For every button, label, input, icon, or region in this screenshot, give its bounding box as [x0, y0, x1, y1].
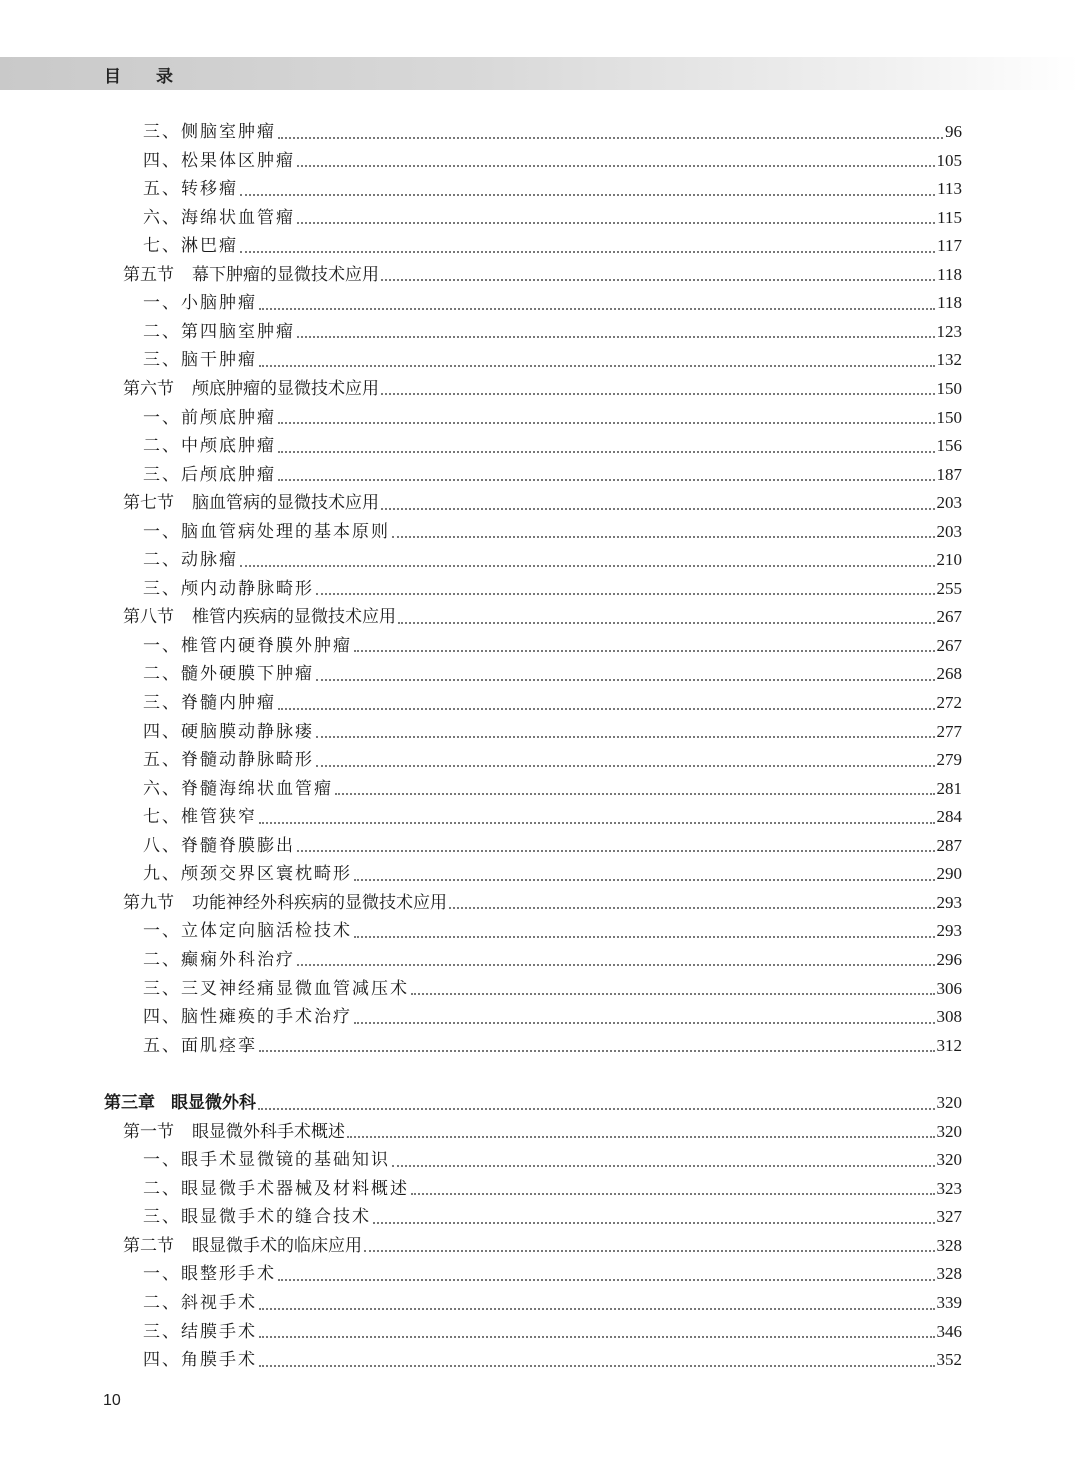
toc-section-label: 第二节 — [123, 1235, 174, 1256]
toc-item[interactable] — [143, 860, 962, 888]
toc-page-number: 327 — [936, 1207, 962, 1227]
toc-item-label: 二、癫痫外科治疗 — [143, 949, 295, 970]
toc-section-title: 眼显微手术的临床应用 — [192, 1235, 362, 1256]
toc-item[interactable] — [143, 518, 962, 546]
toc-page-number: 328 — [936, 1264, 962, 1284]
toc-item-label: 三、侧脑室肿瘤 — [143, 122, 276, 142]
toc-item-label: 二、动脉瘤 — [143, 550, 238, 571]
dot-leader — [278, 478, 935, 481]
toc-item[interactable] — [143, 404, 962, 432]
toc-page-number: 203 — [936, 521, 962, 541]
toc-item-label: 一、眼整形手术 — [143, 1264, 276, 1285]
toc-item[interactable] — [143, 318, 962, 346]
toc-page-number: 203 — [936, 493, 962, 513]
dot-leader — [278, 421, 935, 424]
toc-item[interactable] — [143, 803, 962, 831]
toc-page-number: 277 — [936, 721, 962, 741]
toc-page-number: 281 — [936, 778, 962, 798]
toc-item[interactable] — [143, 232, 962, 260]
dot-leader — [354, 1021, 935, 1024]
toc-item[interactable] — [143, 1032, 962, 1060]
toc-item[interactable] — [143, 147, 962, 175]
dot-leader — [411, 1192, 935, 1195]
toc-page-number: 320 — [936, 1150, 962, 1170]
toc-page-number: 267 — [936, 607, 962, 627]
toc-page-number: 115 — [937, 207, 962, 227]
toc-page-number: 272 — [936, 693, 962, 712]
toc-page-number: 293 — [936, 892, 962, 912]
dot-leader — [278, 1278, 935, 1281]
toc-item[interactable] — [143, 632, 962, 660]
toc-item-label: 三、眼显微手术的缝合技术 — [143, 1207, 371, 1228]
toc-item-label: 一、前颅底肿瘤 — [143, 407, 276, 428]
toc-page-number: 296 — [936, 949, 962, 969]
toc-section[interactable] — [123, 375, 962, 403]
dot-leader — [392, 1164, 935, 1167]
toc-item[interactable] — [143, 718, 962, 746]
toc-section-label: 第六节 — [123, 378, 174, 399]
dot-leader — [381, 507, 935, 510]
toc-item[interactable] — [143, 746, 962, 774]
toc-section[interactable] — [123, 1232, 962, 1260]
toc-item-label: 四、松果体区肿瘤 — [143, 150, 295, 171]
dot-leader — [297, 221, 935, 224]
toc-section[interactable] — [123, 603, 962, 631]
dot-leader — [392, 535, 935, 538]
toc-item-label: 二、髓外硬膜下肿瘤 — [143, 664, 314, 685]
toc-item-label: 五、转移瘤 — [143, 179, 238, 200]
toc-item[interactable] — [143, 832, 962, 860]
toc-item[interactable] — [143, 946, 962, 974]
toc-section-title: 幕下肿瘤的显微技术应用 — [192, 264, 379, 285]
toc-section-title: 功能神经外科疾病的显微技术应用 — [192, 892, 447, 913]
toc-item[interactable] — [143, 1260, 962, 1288]
toc-page-number: 346 — [936, 1321, 962, 1341]
toc-item-label: 九、颅颈交界区寰枕畸形 — [143, 864, 352, 885]
toc-item-label: 七、淋巴瘤 — [143, 236, 238, 257]
toc-item-label: 一、眼手术显微镜的基础知识 — [143, 1150, 390, 1171]
toc-section-title: 颅底肿瘤的显微技术应用 — [192, 378, 379, 399]
toc-item-label: 三、脑干肿瘤 — [143, 350, 257, 371]
toc-item[interactable] — [143, 346, 962, 374]
dot-leader — [398, 621, 935, 624]
toc-item-label: 七、椎管狭窄 — [143, 807, 257, 828]
toc-item[interactable] — [143, 689, 962, 717]
toc-item-label: 四、角膜手术 — [143, 1350, 257, 1371]
toc-item[interactable] — [143, 546, 962, 574]
dot-leader — [297, 164, 935, 167]
dot-leader — [258, 1107, 935, 1110]
dot-leader — [354, 935, 935, 938]
toc-item-label: 六、脊髓海绵状血管瘤 — [143, 778, 333, 799]
toc-item-label: 四、硬脑膜动静脉瘘 — [143, 721, 314, 742]
dot-leader — [297, 849, 935, 852]
toc-item-label: 三、颅内动静脉畸形 — [143, 578, 314, 599]
dot-leader — [297, 335, 935, 338]
toc-page-number: 117 — [937, 236, 962, 256]
toc-page-number: 320 — [936, 1121, 962, 1141]
toc-page-number: 323 — [936, 1178, 962, 1198]
toc-item-label: 三、脊髓内肿瘤 — [143, 693, 276, 713]
toc-page-number: 339 — [936, 1293, 962, 1312]
dot-leader — [354, 878, 935, 881]
toc-item[interactable] — [143, 1318, 962, 1346]
toc-section[interactable] — [123, 261, 962, 289]
toc-item[interactable] — [143, 917, 962, 945]
dot-leader — [278, 450, 935, 453]
dot-leader — [316, 592, 935, 595]
toc-section-label: 第七节 — [123, 493, 174, 514]
dot-leader — [347, 1135, 935, 1138]
toc-item[interactable] — [143, 575, 962, 603]
dot-leader — [259, 1049, 935, 1052]
toc-item[interactable] — [143, 975, 962, 1003]
toc-item-label: 一、小脑肿瘤 — [143, 293, 257, 314]
toc-page-number: 287 — [936, 835, 962, 855]
toc-page-number: 267 — [936, 635, 962, 655]
toc-page-number: 320 — [936, 1093, 962, 1113]
toc-section-label: 第九节 — [123, 892, 174, 913]
toc-page-number: 187 — [936, 464, 962, 484]
toc-section-label: 第八节 — [123, 607, 174, 628]
dot-leader — [381, 392, 935, 395]
toc-item[interactable] — [143, 1203, 962, 1231]
toc-item-label: 五、面肌痉挛 — [143, 1035, 257, 1056]
toc-item-label: 六、海绵状血管瘤 — [143, 207, 295, 228]
toc-item[interactable] — [143, 175, 962, 203]
toc-page-number: 132 — [936, 350, 962, 370]
dot-leader — [259, 364, 935, 367]
dot-leader — [240, 193, 935, 196]
toc-chapter-label: 第三章 — [104, 1093, 155, 1114]
page-title: 目录 — [104, 67, 208, 87]
toc-item-label: 五、脊髓动静脉畸形 — [143, 750, 314, 771]
dot-leader — [373, 1221, 935, 1224]
toc-item[interactable] — [143, 204, 962, 232]
toc-item-label: 八、脊髓脊膜膨出 — [143, 835, 295, 856]
dot-leader — [259, 1307, 935, 1310]
toc-chapter-title: 眼显微外科 — [171, 1093, 256, 1114]
toc-item[interactable] — [143, 660, 962, 688]
toc-item[interactable] — [143, 1289, 962, 1317]
dot-leader — [259, 1364, 935, 1367]
toc-page-number: 123 — [936, 321, 962, 341]
toc-section-label: 第五节 — [123, 264, 174, 285]
toc-item[interactable] — [143, 775, 962, 803]
dot-leader — [449, 906, 935, 909]
toc-section-label: 第一节 — [123, 1121, 174, 1142]
toc-item-label: 四、脑性瘫痪的手术治疗 — [143, 1007, 352, 1028]
dot-leader — [240, 564, 935, 567]
toc-item[interactable] — [143, 118, 962, 146]
dot-leader — [411, 992, 935, 995]
toc-page-number: 290 — [936, 864, 962, 884]
toc-page-number: 255 — [936, 578, 962, 598]
toc-section[interactable] — [123, 489, 962, 517]
toc-item-label: 二、斜视手术 — [143, 1293, 257, 1313]
dot-leader — [259, 821, 935, 824]
toc-item-label: 一、脑血管病处理的基本原则 — [143, 521, 390, 542]
toc-page-number: 268 — [936, 664, 962, 684]
toc-page-number: 113 — [937, 179, 962, 199]
dot-leader — [259, 307, 935, 310]
toc-item-label: 一、立体定向脑活检技术 — [143, 921, 352, 942]
dot-leader — [316, 735, 935, 738]
toc-item[interactable] — [143, 1346, 962, 1374]
toc-page-number: 156 — [936, 436, 962, 456]
toc-page-number: 150 — [936, 407, 962, 427]
dot-leader — [354, 649, 935, 652]
toc-page-number: 312 — [936, 1035, 962, 1055]
dot-leader — [381, 278, 935, 281]
dot-leader — [297, 963, 935, 966]
dot-leader — [335, 792, 935, 795]
toc-item-label: 二、中颅底肿瘤 — [143, 436, 276, 457]
toc-item-label: 二、第四脑室肿瘤 — [143, 321, 295, 342]
toc-page-number: 306 — [936, 978, 962, 998]
dot-leader — [316, 678, 935, 681]
toc-page-number: 308 — [936, 1007, 962, 1027]
toc-item[interactable] — [143, 1175, 962, 1203]
toc-item-label: 一、椎管内硬脊膜外肿瘤 — [143, 635, 352, 656]
toc-item-label: 三、后颅底肿瘤 — [143, 464, 276, 485]
toc-item[interactable] — [143, 432, 962, 460]
toc-item[interactable] — [143, 461, 962, 489]
toc-page-number: 118 — [937, 293, 962, 313]
dot-leader — [278, 136, 943, 139]
toc-item[interactable] — [143, 1146, 962, 1174]
toc-item-label: 二、眼显微手术器械及材料概述 — [143, 1178, 409, 1199]
toc-page-number: 293 — [936, 921, 962, 941]
toc-section-title: 眼显微外科手术概述 — [192, 1121, 345, 1142]
toc-page-number: 328 — [936, 1235, 962, 1255]
toc-page-number: 210 — [936, 550, 962, 570]
dot-leader — [364, 1249, 935, 1252]
toc-page-number: 352 — [936, 1350, 962, 1370]
toc-chapter[interactable] — [104, 1089, 962, 1117]
toc-section-title: 椎管内疾病的显微技术应用 — [192, 607, 396, 628]
dot-leader — [278, 707, 935, 710]
toc-item-label: 三、结膜手术 — [143, 1321, 257, 1342]
toc-item-label: 三、三叉神经痛显微血管减压术 — [143, 978, 409, 999]
toc-section[interactable] — [123, 1118, 962, 1146]
toc-item[interactable] — [143, 289, 962, 317]
dot-leader — [259, 1335, 935, 1338]
toc-item[interactable] — [143, 1003, 962, 1031]
toc-page-number: 96 — [945, 122, 962, 141]
page-number: 10 — [103, 1392, 121, 1409]
toc-page-number: 284 — [936, 807, 962, 827]
toc-page-number: 150 — [936, 378, 962, 398]
toc-section[interactable] — [123, 889, 962, 917]
dot-leader — [316, 764, 935, 767]
toc-page-number: 118 — [937, 264, 962, 284]
toc-page-number: 105 — [936, 150, 962, 170]
toc-page-number: 279 — [936, 750, 962, 770]
toc-section-title: 脑血管病的显微技术应用 — [192, 493, 379, 514]
dot-leader — [240, 250, 935, 253]
